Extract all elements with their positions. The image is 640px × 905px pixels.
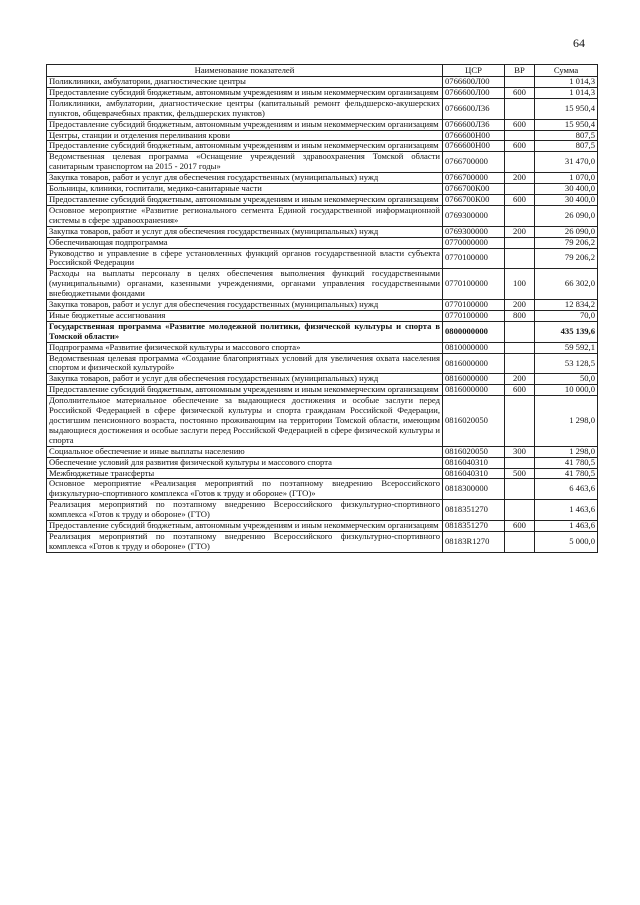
row-sum-cell: 1 463,6 bbox=[535, 500, 598, 521]
row-sum-cell: 70,0 bbox=[535, 310, 598, 321]
row-csr-cell: 0800000000 bbox=[443, 321, 505, 342]
row-vr-cell: 200 bbox=[505, 374, 535, 385]
row-name-cell: Обеспечивающая подпрограмма bbox=[47, 237, 443, 248]
row-csr-cell: 0816000000 bbox=[443, 374, 505, 385]
header-sum: Сумма bbox=[535, 65, 598, 77]
row-csr-cell: 0818351270 bbox=[443, 521, 505, 532]
row-csr-cell: 0818351270 bbox=[443, 500, 505, 521]
row-csr-cell: 0766600Н00 bbox=[443, 130, 505, 141]
table-row bbox=[47, 226, 598, 237]
row-sum-cell: 30 400,0 bbox=[535, 184, 598, 195]
row-sum-cell: 1 070,0 bbox=[535, 173, 598, 184]
row-name-cell: Предоставление субсидий бюджетным, автономным учреждениям и иным некоммерческим организациям bbox=[47, 385, 443, 396]
row-sum-cell: 5 000,0 bbox=[535, 531, 598, 552]
row-csr-cell: 08183R1270 bbox=[443, 531, 505, 552]
row-name-cell: Реализация мероприятий по поэтапному внедрению Всероссийского физкультурно-спортивного комплекса «Готов к труду и обороне» (ГТО) bbox=[47, 531, 443, 552]
row-sum-cell: 50,0 bbox=[535, 374, 598, 385]
table-row bbox=[47, 173, 598, 184]
row-sum-cell: 79 206,2 bbox=[535, 248, 598, 269]
row-csr-cell: 0818300000 bbox=[443, 479, 505, 500]
row-sum-cell: 435 139,6 bbox=[535, 321, 598, 342]
row-vr-cell bbox=[505, 457, 535, 468]
row-vr-cell bbox=[505, 77, 535, 88]
row-name-cell: Основное мероприятие «Развитие регионального сегмента Единой государственной информационной системы в сфере здравоохранения» bbox=[47, 205, 443, 226]
row-vr-cell bbox=[505, 152, 535, 173]
table-row bbox=[47, 479, 598, 500]
row-vr-cell: 600 bbox=[505, 141, 535, 152]
table-row bbox=[47, 152, 598, 173]
row-name-cell: Закупка товаров, работ и услуг для обеспечения государственных (муниципальных) нужд bbox=[47, 300, 443, 311]
row-vr-cell bbox=[505, 237, 535, 248]
row-vr-cell: 100 bbox=[505, 269, 535, 300]
row-vr-cell bbox=[505, 353, 535, 374]
row-name-cell: Поликлиники, амбулатории, диагностические центры (капитальный ремонт фельдшерско-акушерских пунктов, общеврачебных практик, фельдшерских пунктов) bbox=[47, 98, 443, 119]
row-sum-cell: 31 470,0 bbox=[535, 152, 598, 173]
page-number: 64 bbox=[573, 36, 585, 50]
table-row bbox=[47, 205, 598, 226]
row-sum-cell: 15 950,4 bbox=[535, 119, 598, 130]
row-vr-cell: 200 bbox=[505, 300, 535, 311]
table-row bbox=[47, 269, 598, 300]
row-name-cell: Расходы на выплаты персоналу в целях обеспечения выполнения функций государственными (муниципальными) органами, казенными учреждениями, органами управления государственными внебюджетными фондами bbox=[47, 269, 443, 300]
row-csr-cell: 0816020050 bbox=[443, 446, 505, 457]
row-vr-cell bbox=[505, 531, 535, 552]
row-csr-cell: 0816000000 bbox=[443, 353, 505, 374]
table-row bbox=[47, 194, 598, 205]
table-row bbox=[47, 87, 598, 98]
row-csr-cell: 0766600Л00 bbox=[443, 87, 505, 98]
table-row bbox=[47, 374, 598, 385]
table-row bbox=[47, 342, 598, 353]
row-csr-cell: 0769300000 bbox=[443, 226, 505, 237]
row-sum-cell: 12 834,2 bbox=[535, 300, 598, 311]
row-csr-cell: 0766600Л36 bbox=[443, 98, 505, 119]
row-sum-cell: 53 128,5 bbox=[535, 353, 598, 374]
row-sum-cell: 66 302,0 bbox=[535, 269, 598, 300]
row-vr-cell bbox=[505, 98, 535, 119]
row-name-cell: Государственная программа «Развитие молодежной политики, физической культуры и спорта в Томской области» bbox=[47, 321, 443, 342]
row-vr-cell bbox=[505, 396, 535, 447]
row-sum-cell: 41 780,5 bbox=[535, 457, 598, 468]
row-name-cell: Подпрограмма «Развитие физической культуры и массового спорта» bbox=[47, 342, 443, 353]
header-csr: ЦСР bbox=[443, 65, 505, 77]
row-sum-cell: 1 014,3 bbox=[535, 87, 598, 98]
table-row bbox=[47, 385, 598, 396]
header-vr: ВР bbox=[505, 65, 535, 77]
row-name-cell: Межбюджетные трансферты bbox=[47, 468, 443, 479]
row-vr-cell: 500 bbox=[505, 468, 535, 479]
table-body bbox=[47, 77, 598, 553]
row-sum-cell: 59 592,1 bbox=[535, 342, 598, 353]
table-row bbox=[47, 457, 598, 468]
row-name-cell: Центры, станции и отделения переливания крови bbox=[47, 130, 443, 141]
table-row bbox=[47, 321, 598, 342]
row-sum-cell: 807,5 bbox=[535, 130, 598, 141]
row-csr-cell: 0816040310 bbox=[443, 468, 505, 479]
table-row bbox=[47, 119, 598, 130]
row-csr-cell: 0770000000 bbox=[443, 237, 505, 248]
row-csr-cell: 0816020050 bbox=[443, 396, 505, 447]
table-row bbox=[47, 521, 598, 532]
row-vr-cell bbox=[505, 500, 535, 521]
table-row bbox=[47, 98, 598, 119]
budget-table bbox=[46, 64, 598, 553]
table-row bbox=[47, 446, 598, 457]
row-sum-cell: 26 090,0 bbox=[535, 226, 598, 237]
row-name-cell: Предоставление субсидий бюджетным, автономным учреждениям и иным некоммерческим организациям bbox=[47, 521, 443, 532]
table-row bbox=[47, 77, 598, 88]
row-vr-cell bbox=[505, 184, 535, 195]
row-name-cell: Закупка товаров, работ и услуг для обеспечения государственных (муниципальных) нужд bbox=[47, 226, 443, 237]
row-name-cell: Иные бюджетные ассигнования bbox=[47, 310, 443, 321]
row-csr-cell: 0766700К00 bbox=[443, 184, 505, 195]
row-vr-cell: 600 bbox=[505, 385, 535, 396]
row-vr-cell: 600 bbox=[505, 119, 535, 130]
row-sum-cell: 10 000,0 bbox=[535, 385, 598, 396]
table-row bbox=[47, 468, 598, 479]
table-row bbox=[47, 130, 598, 141]
row-csr-cell: 0770100000 bbox=[443, 269, 505, 300]
row-csr-cell: 0766600Л00 bbox=[443, 77, 505, 88]
table-row bbox=[47, 141, 598, 152]
table-row bbox=[47, 500, 598, 521]
row-csr-cell: 0766600Н00 bbox=[443, 141, 505, 152]
row-name-cell: Поликлиники, амбулатории, диагностические центры bbox=[47, 77, 443, 88]
row-csr-cell: 0770100000 bbox=[443, 300, 505, 311]
row-vr-cell: 200 bbox=[505, 173, 535, 184]
row-sum-cell: 79 206,2 bbox=[535, 237, 598, 248]
row-sum-cell: 15 950,4 bbox=[535, 98, 598, 119]
row-name-cell: Основное мероприятие «Реализация мероприятий по поэтапному внедрению Всероссийского физкультурно-спортивного комплекса «Готов к труду и обороне» (ГТО)» bbox=[47, 479, 443, 500]
row-name-cell: Предоставление субсидий бюджетным, автономным учреждениям и иным некоммерческим организациям bbox=[47, 141, 443, 152]
row-vr-cell bbox=[505, 342, 535, 353]
row-vr-cell bbox=[505, 130, 535, 141]
row-name-cell: Закупка товаров, работ и услуг для обеспечения государственных (муниципальных) нужд bbox=[47, 374, 443, 385]
table-row bbox=[47, 237, 598, 248]
row-name-cell: Ведомственная целевая программа «Оснащение учреждений здравоохранения Томской области санитарным транспортом на 2015 - 2017 годы» bbox=[47, 152, 443, 173]
row-vr-cell: 300 bbox=[505, 446, 535, 457]
row-vr-cell: 200 bbox=[505, 226, 535, 237]
row-csr-cell: 0816000000 bbox=[443, 385, 505, 396]
row-name-cell: Обеспечение условий для развития физической культуры и массового спорта bbox=[47, 457, 443, 468]
table-row bbox=[47, 531, 598, 552]
row-sum-cell: 807,5 bbox=[535, 141, 598, 152]
header-name: Наименование показателей bbox=[47, 65, 443, 77]
row-name-cell: Предоставление субсидий бюджетным, автономным учреждениям и иным некоммерческим организациям bbox=[47, 119, 443, 130]
row-name-cell: Закупка товаров, работ и услуг для обеспечения государственных (муниципальных) нужд bbox=[47, 173, 443, 184]
row-sum-cell: 1 014,3 bbox=[535, 77, 598, 88]
row-csr-cell: 0766700К00 bbox=[443, 194, 505, 205]
row-name-cell: Ведомственная целевая программа «Создание благоприятных условий для увеличения охвата населения спортом и физической культурой» bbox=[47, 353, 443, 374]
row-csr-cell: 0766700000 bbox=[443, 173, 505, 184]
row-sum-cell: 6 463,6 bbox=[535, 479, 598, 500]
row-sum-cell: 26 090,0 bbox=[535, 205, 598, 226]
row-sum-cell: 41 780,5 bbox=[535, 468, 598, 479]
row-csr-cell: 0766700000 bbox=[443, 152, 505, 173]
row-vr-cell: 800 bbox=[505, 310, 535, 321]
table-row bbox=[47, 353, 598, 374]
row-csr-cell: 0769300000 bbox=[443, 205, 505, 226]
row-name-cell: Дополнительное материальное обеспечение за выдающиеся достижения и особые заслуги перед Российской Федерацией в сфере физической культуры и спорта гражданам Российской Федерации, достигшим пенсионного возраста, постоянно проживающим на территории Томской области, имеющим выдающиеся достижения и особые заслуги перед Российской Федерацией в сфере физической культуры и спорта bbox=[47, 396, 443, 447]
table-row bbox=[47, 248, 598, 269]
row-csr-cell: 0816040310 bbox=[443, 457, 505, 468]
row-csr-cell: 0770100000 bbox=[443, 310, 505, 321]
row-vr-cell bbox=[505, 321, 535, 342]
row-vr-cell bbox=[505, 479, 535, 500]
row-name-cell: Реализация мероприятий по поэтапному внедрению Всероссийского физкультурно-спортивного комплекса «Готов к труду и обороне» (ГТО) bbox=[47, 500, 443, 521]
row-csr-cell: 0766600Л36 bbox=[443, 119, 505, 130]
row-sum-cell: 1 298,0 bbox=[535, 446, 598, 457]
row-sum-cell: 30 400,0 bbox=[535, 194, 598, 205]
table-row bbox=[47, 396, 598, 447]
row-vr-cell bbox=[505, 205, 535, 226]
row-vr-cell bbox=[505, 248, 535, 269]
row-csr-cell: 0770100000 bbox=[443, 248, 505, 269]
row-vr-cell: 600 bbox=[505, 521, 535, 532]
row-name-cell: Социальное обеспечение и иные выплаты населению bbox=[47, 446, 443, 457]
row-name-cell: Предоставление субсидий бюджетным, автономным учреждениям и иным некоммерческим организациям bbox=[47, 194, 443, 205]
table-row bbox=[47, 310, 598, 321]
row-csr-cell: 0810000000 bbox=[443, 342, 505, 353]
row-name-cell: Больницы, клиники, госпитали, медико-санитарные части bbox=[47, 184, 443, 195]
row-vr-cell: 600 bbox=[505, 87, 535, 98]
row-name-cell: Руководство и управление в сфере установленных функций органов государственной власти субъекта Российской Федерации bbox=[47, 248, 443, 269]
row-name-cell: Предоставление субсидий бюджетным, автономным учреждениям и иным некоммерческим организациям bbox=[47, 87, 443, 98]
row-vr-cell: 600 bbox=[505, 194, 535, 205]
row-sum-cell: 1 463,6 bbox=[535, 521, 598, 532]
row-sum-cell: 1 298,0 bbox=[535, 396, 598, 447]
table-row bbox=[47, 184, 598, 195]
table-row bbox=[47, 300, 598, 311]
table-header-row bbox=[47, 65, 598, 77]
